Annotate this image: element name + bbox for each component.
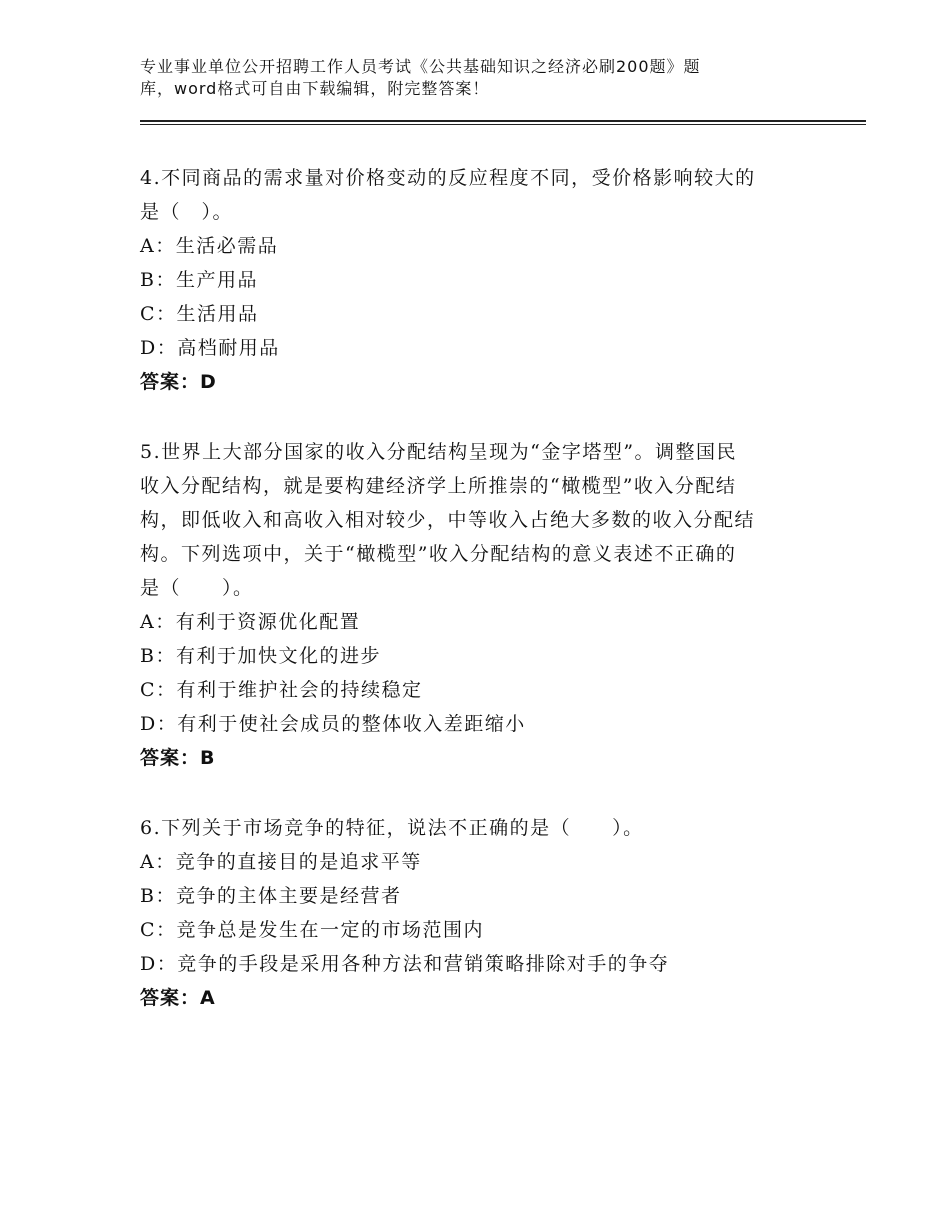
question-stem-line: 5.世界上大部分国家的收入分配结构呈现为“金字塔型”。调整国民	[140, 441, 738, 463]
answer-line: 答案：D	[140, 371, 217, 393]
option-d: D：有利于使社会成员的整体收入差距缩小	[140, 713, 526, 735]
question-4	[140, 161, 800, 399]
header-divider-thin	[140, 124, 866, 125]
option-d: D：竞争的手段是采用各种方法和营销策略排除对手的争夺	[140, 953, 670, 975]
answer-line: 答案：B	[140, 747, 216, 769]
option-d: D：高档耐用品	[140, 337, 280, 359]
question-stem-line: 构，即低收入和高收入相对较少，中等收入占绝大多数的收入分配结	[140, 509, 756, 531]
header-divider-thick	[140, 120, 866, 122]
option-c: C：竞争总是发生在一定的市场范围内	[140, 919, 485, 941]
option-c: C：生活用品	[140, 303, 259, 325]
header-line-1: 专业事业单位公开招聘工作人员考试《公共基础知识之经济必刷200题》题	[140, 57, 701, 76]
question-6	[140, 811, 800, 1015]
question-stem-line: 是（ ）。	[140, 201, 234, 223]
question-stem-line: 构。下列选项中，关于“橄榄型”收入分配结构的意义表述不正确的	[140, 543, 737, 565]
option-c: C：有利于维护社会的持续稳定	[140, 679, 423, 701]
option-b: B：生产用品	[140, 269, 258, 291]
question-stem-line: 6.下列关于市场竞争的特征，说法不正确的是（ ）。	[140, 817, 644, 839]
option-b: B：有利于加快文化的进步	[140, 645, 381, 667]
option-b: B：竞争的主体主要是经营者	[140, 885, 402, 907]
question-stem-line: 4.不同商品的需求量对价格变动的反应程度不同，受价格影响较大的	[140, 167, 756, 189]
header-line-2: 库，word格式可自由下载编辑，附完整答案！	[140, 79, 490, 98]
document-header	[140, 56, 800, 100]
question-stem-line: 收入分配结构，就是要构建经济学上所推崇的“橄榄型”收入分配结	[140, 475, 737, 497]
option-a: A：竞争的直接目的是追求平等	[140, 851, 422, 873]
question-stem-line: 是（ ）。	[140, 577, 254, 599]
answer-line: 答案：A	[140, 987, 216, 1009]
option-a: A：生活必需品	[140, 235, 279, 257]
question-5	[140, 435, 800, 775]
option-a: A：有利于资源优化配置	[140, 611, 361, 633]
